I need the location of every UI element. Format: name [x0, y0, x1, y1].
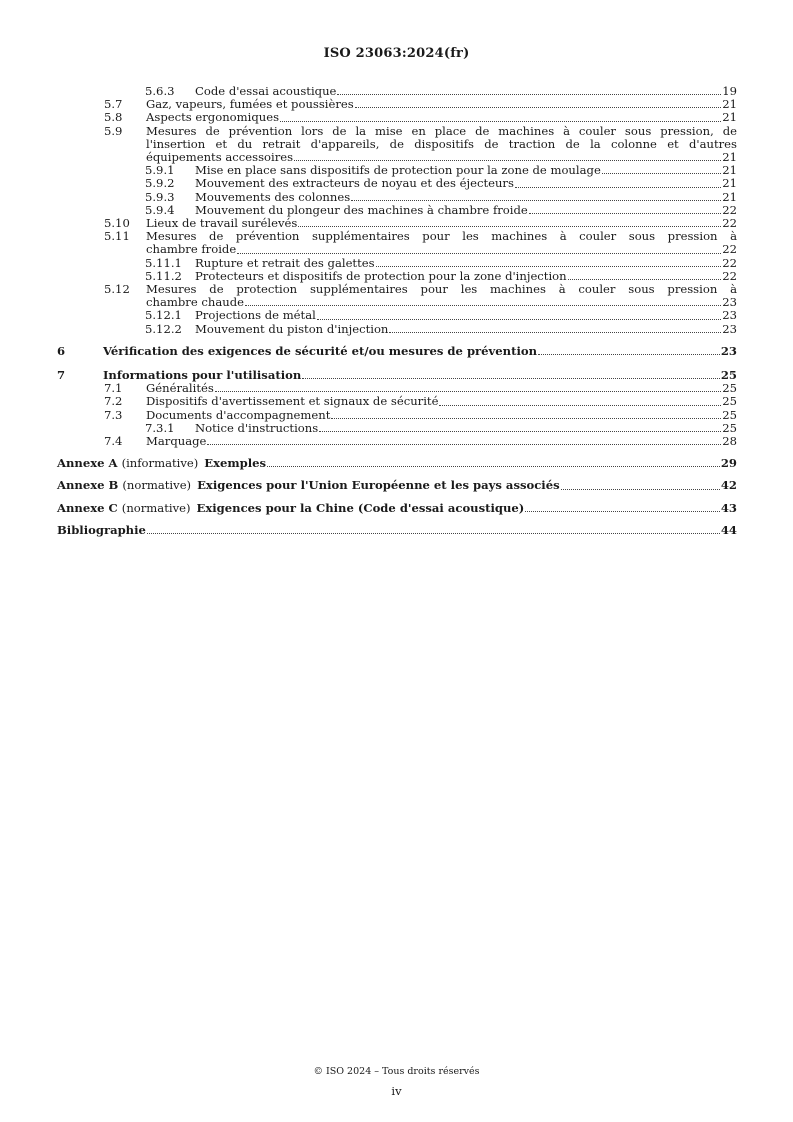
toc-entry-5-12[interactable] [57, 283, 737, 309]
toc-page: 22 [722, 216, 737, 231]
toc-number: 7.1 [104, 381, 123, 396]
leader-dots [376, 266, 722, 267]
annex-type: (informative) [121, 456, 199, 471]
toc-number: 5.7 [104, 97, 123, 112]
toc-number: 5.11 [104, 229, 130, 244]
toc-entry-5-9-3[interactable] [57, 191, 737, 204]
toc-entry-7-4[interactable] [57, 435, 737, 448]
toc-page: 22 [722, 268, 737, 283]
toc-entry-annex-a[interactable] [57, 457, 737, 470]
toc-title-line-1: Mesures de prévention lors de la mise en place de machines à couler sous pression, de [146, 123, 737, 138]
toc-page: 25 [722, 420, 737, 435]
toc-entry-5-8[interactable] [57, 111, 737, 124]
toc-page: 21 [722, 97, 737, 112]
footer-page-number: iv [391, 1084, 402, 1098]
toc-page: 44 [720, 522, 737, 537]
leader-dots [215, 391, 721, 392]
toc-title-line-3: équipements accessoires [146, 150, 294, 165]
leader-dots [568, 279, 722, 280]
toc-number: 5.9 [104, 123, 123, 138]
leader-dots [237, 253, 721, 254]
toc-page: 21 [722, 189, 737, 204]
toc-title: Aspects ergonomiques [146, 110, 280, 125]
toc-number: 5.9.4 [145, 202, 175, 217]
toc-page: 25 [720, 368, 737, 383]
toc-entry-annex-b[interactable] [57, 479, 737, 492]
annex-type: (normative) [121, 500, 191, 515]
leader-dots [439, 405, 721, 406]
toc-title: Dispositifs d'avertissement et signaux de sécurité [146, 394, 439, 409]
leader-dots [294, 160, 721, 161]
toc-title: Vérification des exigences de sécurité et/ou mesures de prévention [103, 343, 538, 358]
leader-dots [525, 511, 720, 512]
toc-title: Notice d'instructions [195, 420, 319, 435]
toc-number: 5.11.1 [145, 255, 182, 270]
toc-page: 21 [722, 150, 737, 165]
toc-title-line-1: Mesures de protection supplémentaires pour les machines à couler sous pression à [146, 282, 737, 297]
toc-number: 5.9.3 [145, 189, 175, 204]
toc-page: 25 [722, 394, 737, 409]
toc-entry-5-11-1[interactable] [57, 257, 737, 270]
toc-number: 6 [57, 343, 66, 358]
toc-title: Rupture et retrait des galettes [195, 255, 375, 270]
toc-entry-5-12-1[interactable] [57, 309, 737, 322]
leader-dots [298, 226, 721, 227]
leader-dots [529, 213, 721, 214]
leader-dots [331, 418, 721, 419]
leader-dots [389, 332, 721, 333]
toc-page: 23 [722, 308, 737, 323]
leader-dots [267, 466, 720, 467]
toc-title-line-2: l'insertion et du retrait d'appareils, de dispositifs de traction de la colonne et d'autres [146, 136, 737, 151]
toc-number: 5.9.2 [145, 176, 175, 191]
toc-title: Gaz, vapeurs, fumées et poussières [146, 97, 354, 112]
leader-dots [317, 319, 721, 320]
toc-page: 21 [722, 163, 737, 178]
leader-dots [538, 354, 720, 355]
toc-page: 22 [722, 255, 737, 270]
leader-dots [515, 187, 721, 188]
leader-dots [280, 121, 721, 122]
toc-title: Informations pour l'utilisation [103, 368, 302, 383]
toc-title-line-2: chambre chaude [146, 295, 244, 310]
toc-entry-5-12-2[interactable] [57, 323, 737, 336]
leader-dots [355, 107, 722, 108]
toc-entry-7-3[interactable] [57, 409, 737, 422]
toc-title: Mouvement du piston d'injection [195, 321, 389, 336]
toc-page: 25 [722, 381, 737, 396]
toc-title: Lieux de travail surélevés [146, 216, 298, 231]
toc-entry-annex-c[interactable] [57, 502, 737, 515]
toc-page: 25 [722, 407, 737, 422]
annex-title: Exigences pour l'Union Européenne et les pays associés [197, 478, 560, 493]
toc-entry-bibliography[interactable] [57, 524, 737, 537]
toc-number: 5.8 [104, 110, 123, 125]
toc-page: 28 [722, 434, 737, 449]
leader-dots [207, 444, 721, 445]
leader-dots [302, 378, 720, 379]
toc-title: Code d'essai acoustique [195, 84, 337, 98]
toc-title: Mouvements des colonnes [195, 189, 351, 204]
toc-entry-6[interactable] [57, 345, 737, 358]
toc-page: 43 [720, 500, 737, 515]
toc-title: Bibliographie [57, 522, 146, 537]
toc-page: 42 [720, 478, 737, 493]
toc-page: 23 [720, 343, 737, 358]
toc-title-line-1: Mesures de prévention supplémentaires pour les machines à couler sous pression à [146, 229, 737, 244]
toc-title: Généralités [146, 381, 214, 396]
toc-number: 5.12.2 [145, 321, 182, 336]
toc-page: 21 [722, 176, 737, 191]
page-header-title: ISO 23063:2024(fr) [323, 46, 470, 61]
leader-dots [319, 431, 721, 432]
toc-entry-7-2[interactable] [57, 395, 737, 408]
toc-entry-5-9-2[interactable] [57, 177, 737, 190]
annex-title: Exigences pour la Chine (Code d'essai acoustique) [196, 500, 525, 515]
leader-dots [147, 533, 720, 534]
toc-title: Marquage [146, 434, 207, 449]
toc-number: 5.12 [104, 282, 130, 297]
toc-entry-5-9[interactable] [57, 125, 737, 165]
toc-number: 5.9.1 [145, 163, 175, 178]
toc-number: 7.3.1 [145, 420, 175, 435]
toc-title: Mise en place sans dispositifs de protection pour la zone de moulage [195, 163, 601, 178]
toc-page: 23 [722, 321, 737, 336]
leader-dots [351, 200, 721, 201]
table-of-contents [57, 85, 737, 537]
toc-number: 7 [57, 368, 66, 383]
leader-dots [602, 173, 721, 174]
toc-title: Protecteurs et dispositifs de protection pour la zone d'injection [195, 268, 567, 283]
toc-number: 5.12.1 [145, 308, 182, 323]
toc-title: Documents d'accompagnement [146, 407, 331, 422]
toc-title-line-2: chambre froide [146, 242, 237, 257]
toc-page: 29 [720, 456, 737, 471]
leader-dots [245, 305, 721, 306]
toc-page: 21 [722, 110, 737, 125]
toc-number: 7.4 [104, 434, 123, 449]
toc-page: 22 [722, 242, 737, 257]
toc-number: 5.10 [104, 216, 130, 231]
leader-dots [337, 94, 721, 95]
toc-page: 19 [722, 84, 737, 98]
toc-title: Mouvement des extracteurs de noyau et des éjecteurs [195, 176, 514, 191]
toc-page: 23 [722, 295, 737, 310]
annex-title: Exemples [204, 456, 267, 471]
footer-copyright: © ISO 2024 – Tous droits réservés [313, 1066, 480, 1077]
toc-number: 7.2 [104, 394, 123, 409]
toc-title: Projections de métal [195, 308, 316, 323]
leader-dots [561, 489, 720, 490]
annex-label: Annexe A [57, 456, 118, 471]
annex-label: Annexe C [57, 500, 118, 515]
toc-title: Mouvement du plongeur des machines à chambre froide [195, 202, 528, 217]
toc-page: 22 [722, 202, 737, 217]
annex-type: (normative) [122, 478, 192, 493]
toc-number: 5.6.3 [145, 84, 175, 98]
annex-label: Annexe B [57, 478, 119, 493]
toc-number: 7.3 [104, 407, 123, 422]
toc-entry-5-11[interactable] [57, 230, 737, 256]
toc-number: 5.11.2 [145, 268, 182, 283]
